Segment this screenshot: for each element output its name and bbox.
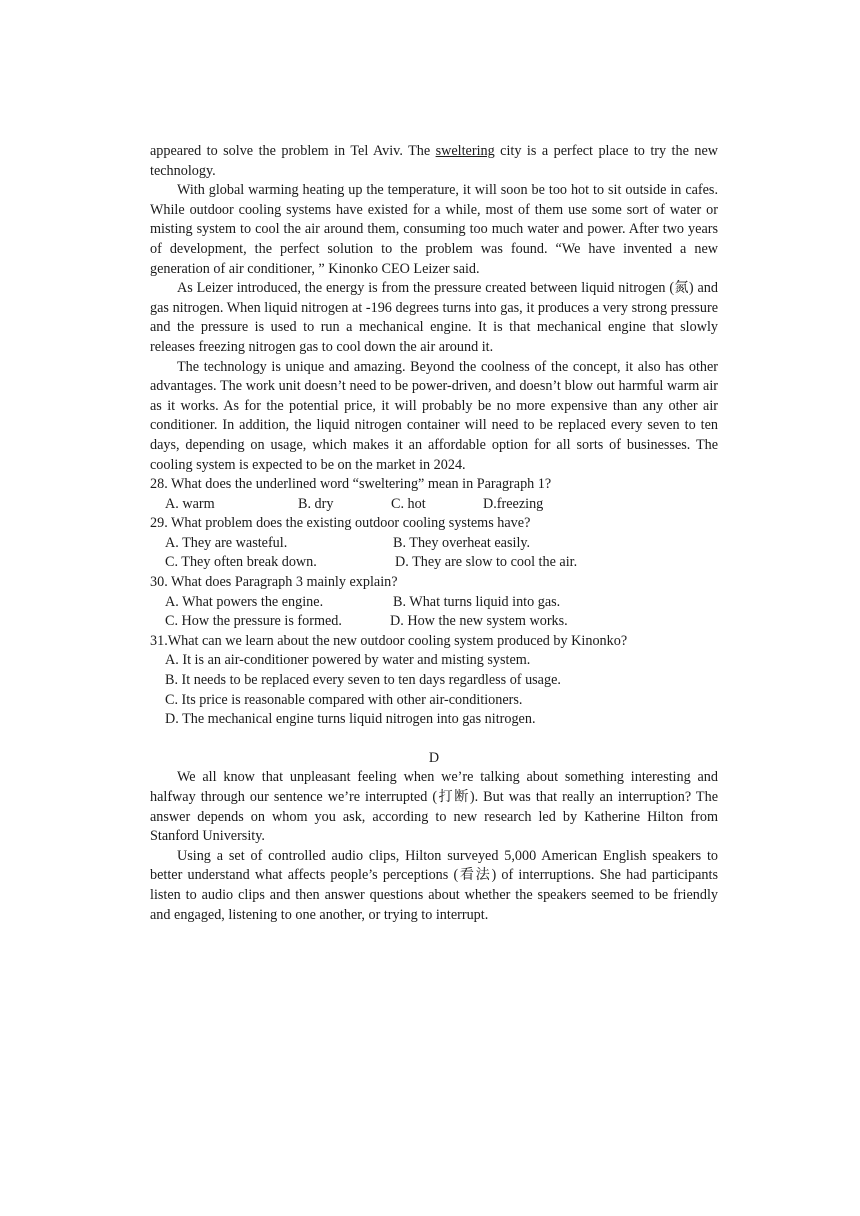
- option-d: D. The mechanical engine turns liquid nitrogen into gas nitrogen.: [165, 711, 536, 728]
- passage-c-paragraph-2: As Leizer introduced, the energy is from the pressure created between liquid nitrogen (氮) and gas nitrogen. When liquid nitrogen at -196 degrees turns into gas, it produces a very strong pressure and the pressure is used to run a mechanical engine. It is that mechanical engine that slowly releases freezing nitrogen gas to cool down the air around it.: [150, 280, 718, 355]
- option-b: B. It needs to be replaced every seven to ten days regardless of usage.: [165, 672, 561, 689]
- option-b: B. What turns liquid into gas.: [393, 593, 561, 610]
- option-a: A. warm: [165, 495, 215, 512]
- question-28: [150, 475, 718, 514]
- section-heading-d: D: [428, 749, 440, 766]
- question-stem: 30. What does Paragraph 3 mainly explain?: [150, 574, 398, 591]
- options-row: [150, 495, 718, 515]
- passage-d-paragraph-2: Using a set of controlled audio clips, Hilton surveyed 5,000 American English speakers to better understand what affects people’s perceptions (看法) of interruptions. She had participants listen to audio clips and then answer questions about whether the speakers seemed to be friendly and engaged, listening to one another, or trying to interrupt.: [150, 847, 718, 923]
- passage-c-paragraph-1: With global warming heating up the temperature, it will soon be too hot to sit outside in cafes. While outdoor cooling systems have existed for a while, most of them use some sort of water or misting system to cool the air around them, consuming too much water and power. After two years of development, the perfect solution to the problem was found. “We have invented a new generation of air conditioner, ” Kinonko CEO Leizer said.: [150, 182, 718, 277]
- option-d: D. They are slow to cool the air.: [395, 554, 578, 571]
- p0-after: city is a perfect place to try the new technology.: [150, 143, 718, 179]
- options-row: [150, 553, 718, 573]
- option-b: B. They overheat easily.: [393, 534, 531, 551]
- underlined-word: sweltering: [435, 143, 495, 159]
- options-row: [150, 534, 718, 554]
- option-c: C. hot: [391, 495, 426, 512]
- p0-before: appeared to solve the problem in Tel Aviv. The: [150, 143, 436, 159]
- options-row: [150, 612, 718, 632]
- question-29: [150, 514, 718, 573]
- options-row: [150, 593, 718, 613]
- question-stem: 28. What does the underlined word “sweltering” mean in Paragraph 1?: [150, 476, 552, 493]
- question-30: [150, 573, 718, 632]
- page-content: [150, 142, 718, 925]
- option-d: D.freezing: [483, 495, 544, 512]
- option-a: A. What powers the engine.: [165, 593, 324, 610]
- question-stem: 29. What problem does the existing outdoor cooling systems have?: [150, 515, 531, 532]
- option-d: D. How the new system works.: [390, 613, 568, 630]
- option-a: A. They are wasteful.: [165, 534, 288, 551]
- passage-c-paragraph-3: The technology is unique and amazing. Beyond the coolness of the concept, it also has other advantages. The work unit doesn’t need to be power-driven, and doesn’t blow out harmful warm air as it works. As for the potential price, it will probably be no more expensive than any other air conditioner. In addition, the liquid nitrogen container will need to be replaced every seven to ten days, depending on usage, which makes it an affordable option for all sorts of businesses. The cooling system is expected to be on the market in 2024.: [150, 358, 718, 473]
- passage-d-paragraph-1: We all know that unpleasant feeling when we’re talking about something interesting and halfway through our sentence we’re interrupted (打断). But was that really an interruption? The answer depends on whom you ask, according to new research led by Katherine Hilton from Stanford University.: [150, 769, 718, 845]
- option-a: A. It is an air-conditioner powered by water and misting system.: [165, 652, 531, 669]
- question-stem: 31.What can we learn about the new outdoor cooling system produced by Kinonko?: [150, 632, 628, 649]
- option-b: B. dry: [298, 495, 334, 512]
- option-c: C. Its price is reasonable compared with other air-conditioners.: [165, 691, 523, 708]
- question-31: [150, 632, 718, 730]
- option-c: C. How the pressure is formed.: [165, 613, 342, 630]
- option-c: C. They often break down.: [165, 554, 317, 571]
- passage-c-paragraph-0: [150, 142, 718, 181]
